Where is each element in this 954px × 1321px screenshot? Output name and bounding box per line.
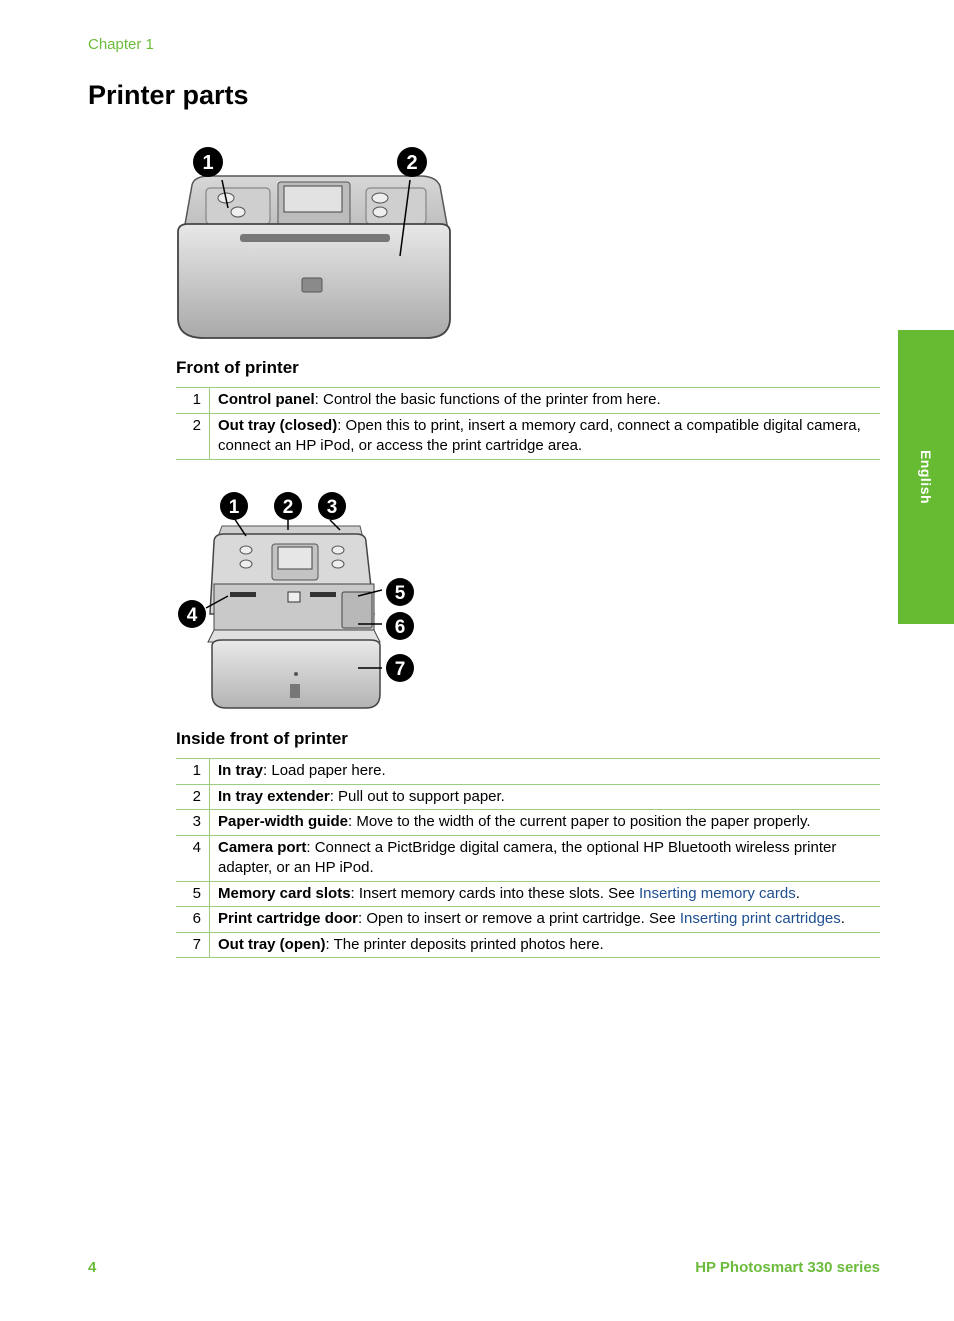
table-row xyxy=(176,413,880,459)
callout-4 xyxy=(178,600,206,628)
part-text: : Load paper here. xyxy=(263,762,386,779)
callout-5 xyxy=(386,578,414,606)
callout-7 xyxy=(386,654,414,682)
svg-text:5: 5 xyxy=(394,583,406,604)
callout-6 xyxy=(386,612,414,640)
part-text: : Control the basic functions of the printer from here. xyxy=(314,391,661,408)
callout-2 xyxy=(274,492,302,520)
part-number: 1 xyxy=(176,388,210,414)
part-description xyxy=(210,388,881,414)
part-number: 6 xyxy=(176,907,210,933)
part-description xyxy=(210,907,881,933)
footer-product-title: HP Photosmart 330 series xyxy=(695,1259,880,1276)
part-term: Camera port xyxy=(218,838,307,856)
svg-text:7: 7 xyxy=(394,659,406,680)
part-text: : Insert memory cards into these slots. See xyxy=(350,884,639,902)
language-tab-label: English xyxy=(918,449,934,505)
table-row xyxy=(176,907,880,933)
part-text-tail: . xyxy=(795,884,800,902)
table-row xyxy=(176,759,880,785)
svg-text:4: 4 xyxy=(186,605,198,626)
part-description xyxy=(210,784,881,810)
chapter-label: Chapter 1 xyxy=(88,36,154,53)
svg-text:6: 6 xyxy=(394,617,406,638)
part-description xyxy=(210,759,881,785)
part-number: 4 xyxy=(176,835,210,881)
part-number: 7 xyxy=(176,932,210,958)
page-title: Printer parts xyxy=(88,80,249,110)
front-parts-table xyxy=(176,387,880,460)
part-text: : The printer deposits printed photos here. xyxy=(325,935,604,953)
part-text: : Open to insert or remove a print cartridge. See xyxy=(358,910,680,927)
part-number: 5 xyxy=(176,881,210,907)
part-text: : Pull out to support paper. xyxy=(329,787,505,805)
table-row xyxy=(176,810,880,836)
language-side-tab xyxy=(898,330,954,624)
svg-text:3: 3 xyxy=(326,497,338,518)
part-number: 2 xyxy=(176,413,210,459)
front-of-printer-heading: Front of printer xyxy=(176,358,299,377)
callout-3 xyxy=(318,492,346,520)
part-term: Out tray (closed) xyxy=(218,416,338,434)
table-row xyxy=(176,881,880,907)
part-term: Control panel xyxy=(218,391,315,408)
part-term: Out tray (open) xyxy=(218,935,326,953)
printer-inside-front-illustration xyxy=(170,484,420,716)
part-term: Print cartridge door xyxy=(218,910,359,927)
part-number: 3 xyxy=(176,810,210,836)
svg-text:1: 1 xyxy=(228,497,240,518)
page-number: 4 xyxy=(88,1259,97,1276)
part-description xyxy=(210,835,881,881)
svg-text:2: 2 xyxy=(406,152,418,174)
part-number: 2 xyxy=(176,784,210,810)
part-text: : Open this to print, insert a memory card, connect a compatible digital camera, connect an HP iPod, or access the print cartridge area. xyxy=(218,416,861,454)
part-text: : Move to the width of the current paper to position the paper properly. xyxy=(348,813,811,830)
part-term: In tray extender xyxy=(218,787,330,805)
printer-front-closed-illustration xyxy=(170,140,460,345)
inside-parts-table xyxy=(176,758,880,958)
part-description xyxy=(210,932,881,958)
cross-reference-link[interactable]: Inserting memory cards xyxy=(639,884,796,902)
cross-reference-link[interactable]: Inserting print cartridges xyxy=(679,910,841,927)
part-term: Memory card slots xyxy=(218,884,351,902)
part-description xyxy=(210,413,881,459)
part-text: : Connect a PictBridge digital camera, the optional HP Bluetooth wireless printer adapter, or an HP iPod. xyxy=(218,838,837,876)
svg-text:1: 1 xyxy=(202,152,214,174)
part-term: Paper-width guide xyxy=(218,813,349,830)
inside-front-heading: Inside front of printer xyxy=(176,729,348,748)
callout-1 xyxy=(220,492,248,520)
part-description xyxy=(210,810,881,836)
part-text-tail: . xyxy=(840,910,845,927)
callout-1 xyxy=(193,147,223,177)
part-term: In tray xyxy=(218,762,264,779)
svg-text:2: 2 xyxy=(282,497,294,518)
table-row xyxy=(176,835,880,881)
table-row xyxy=(176,388,880,414)
part-number: 1 xyxy=(176,759,210,785)
table-row xyxy=(176,784,880,810)
part-description xyxy=(210,881,881,907)
table-row xyxy=(176,932,880,958)
callout-2 xyxy=(397,147,427,177)
